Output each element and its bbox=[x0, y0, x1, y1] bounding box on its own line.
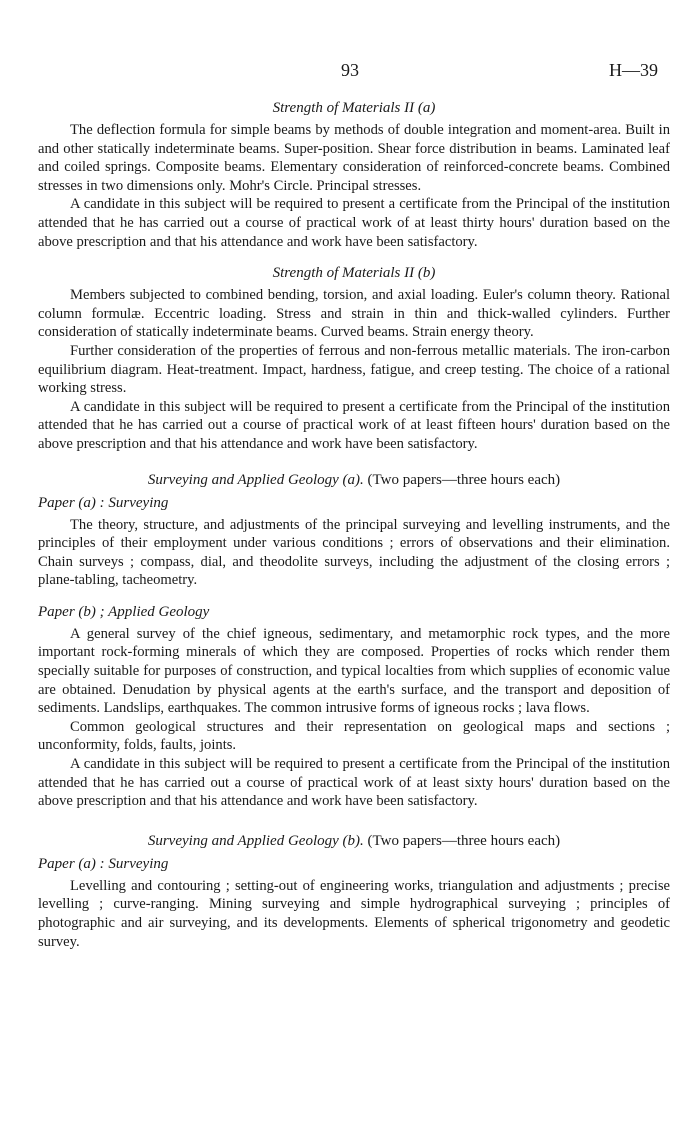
section-title bbox=[38, 833, 670, 850]
page-number: 93 bbox=[341, 60, 359, 80]
section-paragraph: Members subjected to combined bending, torsion, and axial loading. Euler's column theory. Rational column formulæ. Eccentric loading. Stress and strain in thin and thick-walled cylinders. Further consideration of statically indeterminate beams. Curved beams. Strain energy theory. bbox=[38, 287, 670, 341]
section-paragraph: A general survey of the chief igneous, sedimentary, and metamorphic rock types, and the more important rock-forming minerals of which they are composed. Properties of rocks which render them specially suitable for purposes of construction, and typical localties from which supplies of economic value are obtained. Denudation by physical agents at the earth's surface, and the transport and deposition of sediments. Landslips, earthquakes. The common intrusive forms of igneous rocks ; lava flows. bbox=[38, 625, 670, 717]
subsection-heading: Paper (a) : Surveying bbox=[38, 494, 169, 511]
subsection-heading: Paper (a) : Surveying bbox=[38, 855, 169, 872]
page-body bbox=[38, 100, 670, 951]
section-paragraph: Common geological structures and their representation on geological maps and sections ; unconformity, folds, faults, joints. bbox=[38, 718, 670, 754]
section-title-text: Surveying and Applied Geology (b). bbox=[147, 832, 364, 849]
section-title: Strength of Materials II (b) bbox=[272, 265, 436, 282]
section-title: Strength of Materials II (a) bbox=[272, 100, 436, 116]
section-paragraph: A candidate in this subject will be required to present a certificate from the Principal of the institution attended that he has carried out a course of practical work of at least sixty hours' duration based on the above prescription and that his attendance and work have been satisfactory. bbox=[38, 756, 670, 810]
section-paragraph: Further consideration of the properties of ferrous and non-ferrous metallic materials. The iron-carbon equilibrium diagram. Heat-treatment. Impact, hardness, fatigue, and creep testing. The choice of a rational working stress. bbox=[38, 342, 670, 397]
section-paragraph: The deflection formula for simple beams by methods of double integration and moment-area. Built in and other statically indeterminate beams. Super-position. Shear force distribution in beams. Laminated leaf and coiled springs. Composite beams. Elementary consideration of reinforced-concrete beams. Combined stresses in two dimensions only. Mohr's Circle. Principal stresses. bbox=[38, 122, 670, 194]
section-paragraph: Levelling and contouring ; setting-out of engineering works, triangulation and adjustments ; precise levelling ; curve-ranging. Mining surveying and simple hydrographical surveying ; principles of photographic and air surveying, and its developments. Elements of spherical trigonometry and geodetic survey. bbox=[38, 877, 670, 950]
section-title-text: Surveying and Applied Geology (a). bbox=[147, 471, 364, 488]
page-reference: H—39 bbox=[609, 60, 658, 80]
section-paragraph: A candidate in this subject will be required to present a certificate from the Principal of the institution attended that he has carried out a course of practical work of at least thirty hours' duration based on the above prescription and that his attendance and work have been satisfactory. bbox=[38, 196, 670, 250]
page-header bbox=[0, 60, 700, 84]
subsection-heading: Paper (b) ; Applied Geology bbox=[38, 603, 210, 620]
section-note: (Two papers—three hours each) bbox=[367, 832, 561, 849]
section-paragraph: The theory, structure, and adjustments of the principal surveying and levelling instruments, and the principles of their employment under various conditions ; errors of observations and their elimination. Chain surveys ; compass, dial, and theodolite surveys, including the adjustment of the closing errors ; plane-tabling, tacheometry. bbox=[38, 516, 670, 589]
section-paragraph: A candidate in this subject will be required to present a certificate from the Principal of the institution attended that he has carried out a course of practical work of at least fifteen hours' duration based on the above prescription and that his attendance and work have been satisfactory. bbox=[38, 398, 670, 452]
section-title bbox=[38, 472, 670, 489]
section-note: (Two papers—three hours each) bbox=[367, 471, 561, 488]
